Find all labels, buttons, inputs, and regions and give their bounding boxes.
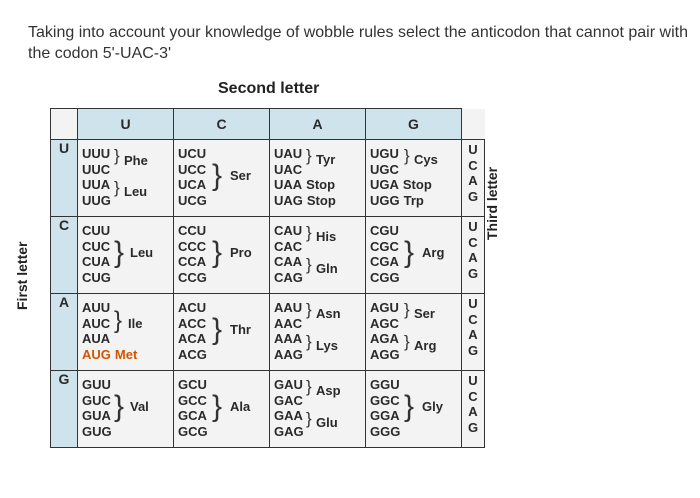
codon: UCC [178, 161, 207, 177]
third-letter-column [462, 140, 485, 217]
third-letter: G [467, 265, 479, 281]
codon: CUG [82, 269, 111, 285]
third-letter: G [467, 419, 479, 435]
codon: UUG [82, 192, 111, 208]
brace: } [306, 300, 312, 319]
genetic-code-table [50, 108, 485, 448]
amino-acid-label: Thr [230, 322, 251, 337]
codon: GAC [274, 392, 303, 408]
codon-list [82, 300, 137, 362]
cell-ac [174, 294, 270, 371]
third-letter: U [468, 142, 478, 157]
amino-acid-label: Leu [124, 184, 148, 199]
codon: UCA [178, 177, 207, 192]
codon: AGC [370, 315, 399, 331]
brace: } [114, 146, 120, 165]
codon: UGG [370, 192, 400, 208]
brace: } [404, 390, 415, 423]
amino-acid-label: Cys [414, 152, 438, 167]
codon: CCG [178, 269, 207, 285]
third-letter: U [468, 219, 478, 234]
amino-acid-label: Lys [316, 338, 338, 353]
codon: ACC [178, 315, 207, 331]
codon: ACA [178, 331, 207, 346]
codon: AAU [274, 300, 303, 315]
codon: GGU [370, 377, 400, 392]
codon: AUG [82, 346, 111, 362]
third-letter-column [462, 217, 485, 294]
codon: AGA [370, 331, 399, 346]
amino-acid-label: Ser [414, 306, 435, 321]
amino-acid-label: Gly [422, 399, 443, 414]
codon: GGC [370, 392, 400, 408]
amino-acid-label: Ser [230, 168, 251, 183]
cell-cg [366, 217, 462, 294]
amino-acid-label: Asn [316, 306, 341, 321]
third-letter: U [468, 373, 478, 388]
codon: AAG [274, 346, 303, 362]
codon: GCU [178, 377, 207, 392]
brace: } [114, 178, 120, 197]
first-letter-g: G [51, 371, 78, 448]
third-letter: G [467, 188, 479, 204]
cell-gc [174, 371, 270, 448]
third-letter: U [468, 296, 478, 311]
cell-aa [270, 294, 366, 371]
second-letter-title: Second letter [218, 80, 320, 97]
third-letter: C [468, 311, 478, 327]
cell-gu [78, 371, 174, 448]
codon: ACG [178, 346, 207, 362]
codon: CGA [370, 254, 399, 269]
brace: } [404, 146, 410, 165]
codon: AUU [82, 300, 111, 315]
table-row-g [51, 371, 485, 448]
third-letter: C [468, 388, 478, 404]
codon-list [370, 300, 400, 362]
codon: GUG [82, 423, 112, 439]
codon-list [274, 300, 303, 362]
codon: CCA [178, 254, 207, 269]
cell-ua [270, 140, 366, 217]
codon: GCC [178, 392, 207, 408]
codon: AUC [82, 315, 111, 331]
amino-acid-label: Arg [414, 338, 437, 353]
codon: UAG [274, 192, 303, 208]
amino-acid-label: Gln [316, 261, 338, 276]
codon: GGA [370, 408, 400, 423]
third-letter: C [468, 157, 478, 173]
codon-list [178, 146, 207, 208]
amino-acid-label: His [316, 229, 337, 244]
first-letter-label: First letter [14, 241, 30, 310]
codon: CGC [370, 238, 399, 254]
codon: UUA [82, 177, 111, 192]
codon-list [274, 223, 303, 285]
third-letter-column [462, 294, 485, 371]
codon: GCA [178, 408, 207, 423]
amino-acid-label: Met [114, 346, 138, 362]
question-text: Taking into account your knowledge of wobble rules select the anticodon that cannot pair with the codon 5'-UAC-3' [28, 24, 688, 62]
codon: CCC [178, 238, 207, 254]
stop-label: Stop [306, 192, 336, 208]
table-row-c [51, 217, 485, 294]
codon: UUC [82, 161, 111, 177]
amino-acid-label: Glu [316, 415, 338, 430]
brace: } [212, 159, 223, 192]
cell-cu [78, 217, 174, 294]
amino-acid-label: Ala [230, 399, 251, 414]
codon: GUU [82, 377, 111, 392]
codon: GCG [178, 423, 208, 439]
brace: } [404, 236, 415, 269]
second-header-u: U [78, 109, 174, 140]
third-letter-label: Third letter [484, 166, 500, 240]
codon: GAA [274, 408, 303, 423]
codon: UGA [370, 177, 399, 192]
codon: UCU [178, 146, 207, 161]
brace: } [114, 236, 125, 269]
codon: CUU [82, 223, 111, 238]
brace: } [114, 390, 125, 423]
cell-ag [366, 294, 462, 371]
amino-acid-label: Arg [422, 245, 445, 260]
brace: } [306, 377, 312, 396]
cell-cc [174, 217, 270, 294]
codon-list [82, 146, 111, 208]
codon: GAG [274, 423, 304, 439]
codon: CAA [274, 254, 303, 269]
amino-acid-label: Pro [230, 245, 252, 260]
brace: } [212, 390, 223, 423]
brace: } [306, 255, 312, 274]
codon: UGU [370, 146, 399, 161]
second-header-g: G [366, 109, 462, 140]
table-row-u [51, 140, 485, 217]
amino-acid-label: Val [130, 399, 149, 414]
brace: } [306, 409, 312, 428]
third-letter-column [462, 371, 485, 448]
codon: UAC [274, 161, 303, 177]
third-letter: G [467, 342, 479, 358]
codon: UAU [274, 146, 303, 161]
first-letter-u: U [51, 140, 78, 217]
third-letter: A [468, 173, 478, 188]
codon: UGC [370, 161, 399, 177]
codon-list [370, 223, 400, 285]
third-letter: A [468, 250, 478, 265]
amino-acid-label: Tyr [316, 152, 336, 167]
codon: UCG [178, 192, 207, 208]
codon: GGG [370, 423, 401, 439]
codon-list [370, 377, 400, 439]
brace: } [404, 332, 410, 351]
second-letter-header-row [51, 109, 485, 140]
first-letter-c: C [51, 217, 78, 294]
codon: AUA [82, 331, 111, 346]
codon: UUU [82, 146, 111, 161]
codon: CAU [274, 223, 303, 238]
cell-gg [366, 371, 462, 448]
codon: AGU [370, 300, 399, 315]
codon: GUC [82, 392, 111, 408]
table-row-a [51, 294, 485, 371]
brace: } [212, 313, 223, 346]
amino-acid-label: Asp [316, 383, 341, 398]
codon-list [82, 377, 112, 439]
codon: ACU [178, 300, 207, 315]
third-header-blank [462, 109, 485, 140]
brace: } [306, 332, 312, 351]
codon-list [178, 377, 208, 439]
codon: AAA [274, 331, 303, 346]
codon: CCU [178, 223, 207, 238]
second-header-c: C [174, 109, 270, 140]
codon: CUC [82, 238, 111, 254]
stop-label: Stop [306, 177, 336, 192]
codon: GUA [82, 408, 111, 423]
cell-ca [270, 217, 366, 294]
amino-acid-label: Ile [128, 316, 143, 331]
brace: } [212, 236, 223, 269]
first-letter-a: A [51, 294, 78, 371]
codon: CAC [274, 238, 303, 254]
brace: } [306, 223, 312, 242]
codon-list [178, 300, 207, 362]
third-letter: A [468, 404, 478, 419]
amino-acid-label: Leu [130, 245, 154, 260]
cell-ug [366, 140, 462, 217]
brace: } [306, 146, 312, 165]
codon: CAG [274, 269, 303, 285]
amino-acid-label: Trp [403, 192, 424, 208]
cell-uu [78, 140, 174, 217]
third-letter: C [468, 234, 478, 250]
codon: CUA [82, 254, 111, 269]
second-header-a: A [270, 109, 366, 140]
amino-acid-label: Phe [124, 153, 148, 168]
brace: } [114, 307, 123, 334]
stop-label: Stop [402, 177, 432, 192]
codon: CGU [370, 223, 399, 238]
codon: UAA [274, 177, 303, 192]
codon: GAU [274, 377, 303, 392]
cell-ga [270, 371, 366, 448]
cell-au [78, 294, 174, 371]
codon: CGG [370, 269, 400, 285]
table-corner [51, 109, 78, 140]
codon-list [82, 223, 111, 285]
codon: AGG [370, 346, 400, 362]
codon-list [274, 377, 304, 439]
codon: AAC [274, 315, 303, 331]
brace: } [404, 300, 410, 319]
third-letter: A [468, 327, 478, 342]
cell-uc [174, 140, 270, 217]
codon-list [178, 223, 207, 285]
